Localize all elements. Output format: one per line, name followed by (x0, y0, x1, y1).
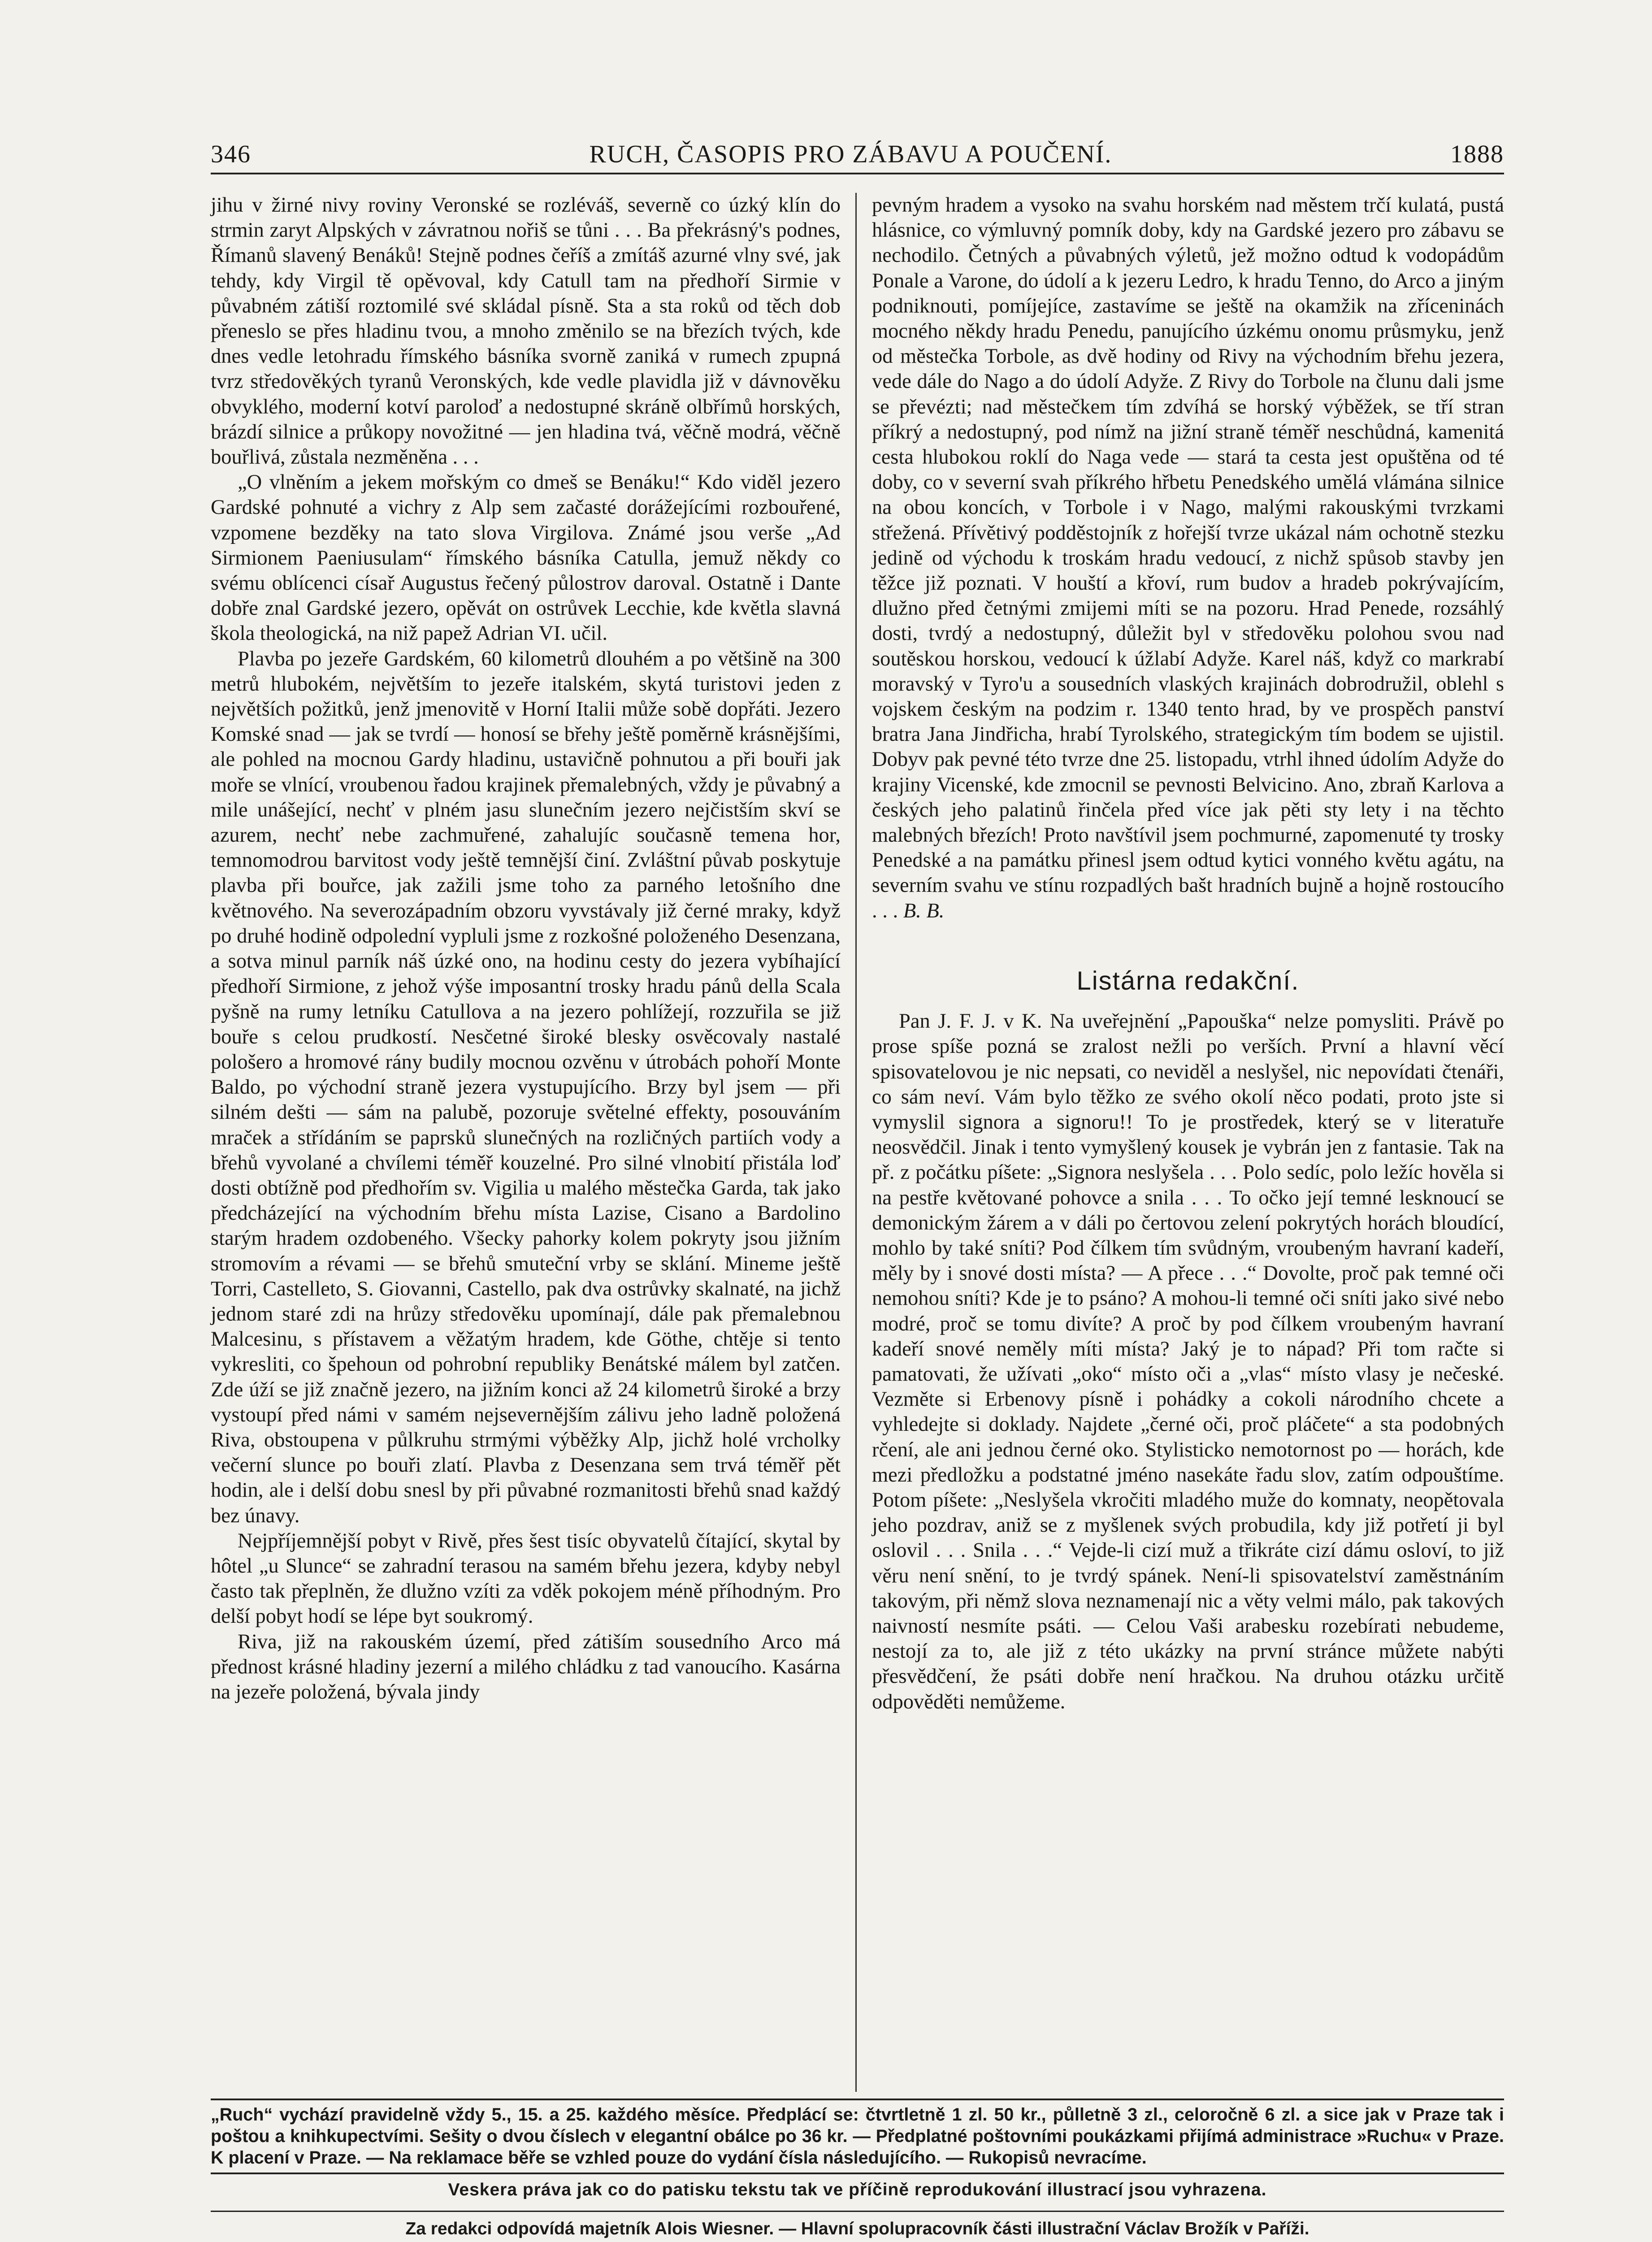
page-number: 346 (211, 140, 251, 168)
article-paragraph-continued (872, 193, 1504, 924)
article-paragraph: jihu v žirné nivy roviny Veronské se rozléváš, severně co úzký klín do strmin zaryt Alpských v závratnou nořiš se tůni . . . Ba překrásný's podnes, Římanů slavený Benáků! Stejně podnes čeříš a zmítáš azurné vlny své, jak tehdy, kdy Virgil tě opěvoval, kdy Catull tam na předhoří Sirmie v půvabném zátiší roztomilé své skládal písně. Sta a sta roků od těch dob přeneslo se přes hladinu tvou, a mnoho změnilo se na březích tvých, kde dnes vedle letohradu římského básníka svorně zaniká v rumech zpupná tvrz středověkých tyranů Veronských, kde vedle plavidla již v dávnověku obvyklého, moderní kotví paroloď a nedostupné skráně olbřímů horských, brázdí silnice a průkopy novožitné — jen hladina tvá, věčně modrá, věčně bouřlivá, zůstala nezměněna . . . (211, 194, 841, 469)
subscription-notice: „Ruch“ vychází pravidelně vždy 5., 15. a 25. každého měsíce. Předplácí se: čtvrtletně 1 zl. 50 kr., půlletně 3 zl., celoročně 6 zl. a sice jak v Praze tak i poštou a knihkupectvími. Sešity o dvou číslech v elegantní obálce po 36 kr. — Předplatné poštovními poukázkami přijímá administrace »Ruchu« v Praze. K placení v Praze. — Na reklamace běře se vzhled pouze do vydání čísla následujícího. — Rukopisů nevracíme. (211, 2105, 1504, 2168)
journal-title: RUCH, ČASOPIS PRO ZÁBAVU A POUČENÍ. (589, 140, 1112, 168)
imprint (211, 2217, 1504, 2242)
article-paragraph: Plavba po jezeře Gardském, 60 kilometrů dlouhém a po většině na 300 metrů hlubokém, největším to jezeře italském, skytá turistovi jeden z největších požitků, jenž jmenovitě v Horní Italii může sobě dopřáti. Jezero Komské snad — jak se tvrdí — honosí se břehy ještě poměrně krásnějšími, ale pohled na mocnou Gardy hladinu, ustavičně pohnutou a při bouři jak moře se vlnící, vroubenou řadou krajinek přemalebných, vždy je půvabný a mile unášející, nechť v plném jasu slunečním jezero nejčistším skví se azurem, nechť nebe zachmuřené, zahalujíc současně temena hor, temnomodrou barvitost vody ještě temnější činí. Zvláštní půvab poskytuje plavba při bouřce, jak zažili jsme toho za parného letošního dne květnového. Na severozápadním obzoru vyvstávaly již černé mraky, když po druhé hodině odpolední vypluli jsme z rozkošné položeného Desenzana, a sotva minul parník náš úzké ono, na hodinu cesty do jezera vybíhající předhoří Sirmione, z jehož výše imposantní trosky hradu pánů della Scala pyšně na rumy letníku Catullova a na jezero pohlížejí, rozzuřila se již bouře s celou prudkostí. Nesčetné široké blesky osvěcovaly nastalé pološero a hromové rány budily mocnou ozvěnu v útrobách pohoří Monte Baldo, po východní straně jezera vystupujícího. Brzy byl jsem — při silném dešti — sám na palubě, pozoruje světelné effekty, posouváním mraček a střídáním se paprsků slunečných na rozličných partiích vody a břehů vyvolané a chvílemi téměř kouzelné. Pro silné vlnobití přistála loď dosti obtížně pod předhořím sv. Vigilia u malého městečka Garda, tak jako předcházející na východním břehu místa Lazise, Cisano a Bardolino starým hradem ozdobeného. Všecky pahorky kolem pokryty jsou jižním stromovím a révami — se břehů smuteční vrby se sklání. Mineme ještě Torri, Castelleto, S. Giovanni, Castello, pak dva ostrůvky skalnaté, na jichž jednom staré zdi na hrůzy středověku upomínají, dále pak přemalebnou Malcesinu, s přístavem a věžatým hradem, kde Göthe, chtěje si tento vykresliti, co špehoun od pohrobní republiky Benátské málem byl zatčen. Zde úží se již značně jezero, na jižním konci až 24 kilometrů široké a brzy vystoupí před námi v samém nejsevernějším zálivu jeho ladně položená Riva, obstoupena v půlkruhu strmými výběžky Alp, jichž holé vrcholky večerní slunce po bouři zlatí. Plavba z Desenzana sem trvá téměř pět hodin, ale i delší dobu snesl by při půvabné rozmanitosti břehů snad každý bez únavy. (211, 647, 841, 1527)
right-column (872, 193, 1504, 1715)
year: 1888 (1450, 140, 1504, 168)
footer-rule (211, 2099, 1504, 2100)
page-header (211, 133, 1504, 169)
author-signature: B. B. (903, 899, 945, 922)
article-paragraph: „O vlněním a jekem mořským co dmeš se Benáku!“ Kdo viděl jezero Gardské pohnuté a vichry z Alp sem začasté dorážejícími rozbouřené, vzpomene bezděky na tato slova Virgilova. Známé jsou verše „Ad Sirmionem Paeniusulam“ římského básníka Catulla, jemuž někdy co svému oblícenci císař Augustus řečený půlostrov daroval. Ostatně i Dante dobře znal Gardské jezero, opěvát on ostrůvek Lecchie, kde květla slavná škola theologická, na niž papež Adrian VI. učil. (211, 471, 841, 645)
section-title-listarna: Listárna redakční. (1076, 966, 1300, 995)
footer-rule (211, 2172, 1504, 2174)
listarna-paragraph: Pan J. F. J. v K. Na uveřejnění „Papouška“ nelze pomysliti. Právě po prose spíše pozná se zralost nežli po verších. První a hlavní věcí spisovatelovou je nic nepsati, co neviděl a neslyšel, nic nepovídati čtenáři, co sám neví. Vám bylo těžko ze svého okolí něco podati, proto jste si vymyslil signora a signoru!! To je prostředek, který se v literatuře neosvědčil. Jinak i tento vymyšlený kousek je vybrán jen z fantasie. Tak na př. z počátku píšete: „Signora neslyšela . . . Polo sedíc, polo ležíc hověla si na pestře květované pohovce a snila . . . To očko její temné lesknoucí se demonickým žárem a v dáli po čertovou zelení pokrytých horách bloudící, mohlo by také sníti? Pod čílkem tím svůdným, vroubeným havraní kadeří, měly by i snové dosti místa? — A přece . . .“ Dovolte, proč pak temné oči nemohou sníti? Kde je to psáno? A mohou-li temné oči sníti jako sivé nebo modré, proč se tomu divíte? A proč by pod čílkem vroubeným havraní kadeří snové neměly míti místa? Jaký je to nápad? Při tom račte si pamatovati, že užívati „oko“ místo oči a „vlas“ místo vlasy je nečeské. Vezměte si Erbenovy písně i pohádky a cokoli národního chcete a vyhledejte si doklady. Najdete „černé oči, proč pláčete“ a sta podobných rčení, ale ani jednou černé oko. Stylisticko nemotornost po — horách, kde mezi předložku a podstatné jméno nasekáte řadu slov, zatím odpouštíme. Potom píšete: „Neslyšela vkročiti mladého muže do komnaty, neopětovala jeho pozdrav, aniž se z myšlenek svých probudila, kdy již potřetí ji byl oslovil . . . Snila . . .“ Vejde-li cizí muž a třikráte cizí dámu osloví, to již věru není snění, to je tvrdý spánek. Není-li spisovatelství zaměstnáním takovým, při němž slova neznamenají nic a věty velmi málo, pak takových naivností nesmíte psáti. — Celou Vaši arabesku rozebírati nebudeme, nestojí za to, ale již z této ukázky na první stránce můžete nabýti přesvědčení, že psáti dobře není hračkou. Na druhou otázku určitě odpověděti nemůžeme. (872, 1010, 1504, 1713)
article-paragraph: Riva, již na rakouském území, před zátiším sousedního Arco má přednost krásné hladiny jezerní a milého chládku z tad vanoucího. Kasárna na jezeře položená, bývala jindy (211, 1630, 841, 1703)
article-text: pevným hradem a vysoko na svahu horském nad městem trčí kulatá, pustá hlásnice, co výmluvný pomník doby, kdy na Gardské jezero pro zábavu se nechodilo. Četných a půvabných výletů, jež možno odtud k vodopádům Ponale a Varone, do údolí a k jezeru Ledro, k hradu Tenno, do Arco a jiným podniknouti, pomíjejíce, zastavíme se ještě na okamžik na zříceninách mocného někdy hradu Penedu, panujícího úzkému onomu průsmyku, jenž od městečka Torbole, as dvě hodiny od Rivy na východním břehu jezera, vede dále do Nago a do údolí Adyže. Z Rivy do Torbole na člunu dali jsme se převézti; nad městečkem tím zdvíhá se horský výběžek, se tří stran příkrý a nedostupný, pod nímž na jižní straně téměř neschůdná, kamenitá cesta hlubokou roklí do Naga vede — stará ta cesta jest opuštěna od té doby, co v severní svah příkrého hřbetu Penedského umělá vlámána silnice na obou koncích, v Torbole i v Nago, malými rakouskými tvrzkami střežená. Přívětivý podděstojník z hořejší tvrze ukázal nám ochotně stezku jedině od východu k troskám hradu vedoucí, z nichž spůsob stavby jen těžce již poznati. V houští a křoví, rum budov a hradeb pokrývajícím, dlužno před četnými zmijemi míti se na pozoru. Hrad Penede, rozsáhlý dosti, tvrdý a nedostupný, důležit byl v středověku polohou svou nad soutěskou horskou, vedoucí k úžlabí Adyže. Karel náš, když co markrabí moravský v Tyro'u a sousedních vlaských krajinách dobrodružil, oblehl s vojskem českým na podzim r. 1340 tento hrad, by ve prospěch panství bratra Jana Jindřicha, hrabí Tyrolského, strategickým tím bodem se ujistil. Dobyv pak pevné této tvrze dne 25. listopadu, vtrhl ihned údolím Adyže do krajiny Vicenské, kde zmocnil se pevnosti Belvicino. Ano, zbraň Karlova a českých jeho palatinů řinčela před více jak pěti sty lety i na těchto malebných březích! Proto navštívil jsem pochmurné, zapomenuté ty trosky Penedské a na památku přinesl jsem odtud kytici vonného květu agátu, na severním svahu ve stínu rozpadlých bašt hradních bujně a hojně rostoucího . . . (872, 194, 1504, 922)
rights-notice: Veskera práva jak co do patisku tekstu tak ve příčině reprodukování illustrací jsou vyhrazena. (448, 2180, 1267, 2199)
header-rule (211, 173, 1504, 174)
footer-rule (211, 2211, 1504, 2212)
left-column (211, 193, 841, 1705)
editor-line: Za redakci odpovídá majetník Alois Wiesner. — Hlavní spolupracovník části illustrační Václav Brožík v Paříži. (405, 2219, 1309, 2238)
article-paragraph: Nejpříjemnější pobyt v Rivě, přes šest tisíc obyvatelů čítající, skytal by hôtel „u Slunce“ se zahradní terasou na samém břehu jezera, kdyby nebyl často tak přeplněn, že dlužno vzíti za vděk pokojem méně příhodným. Pro delší pobyt hodí se lépe byt soukromý. (211, 1529, 841, 1628)
column-divider (855, 193, 857, 2092)
